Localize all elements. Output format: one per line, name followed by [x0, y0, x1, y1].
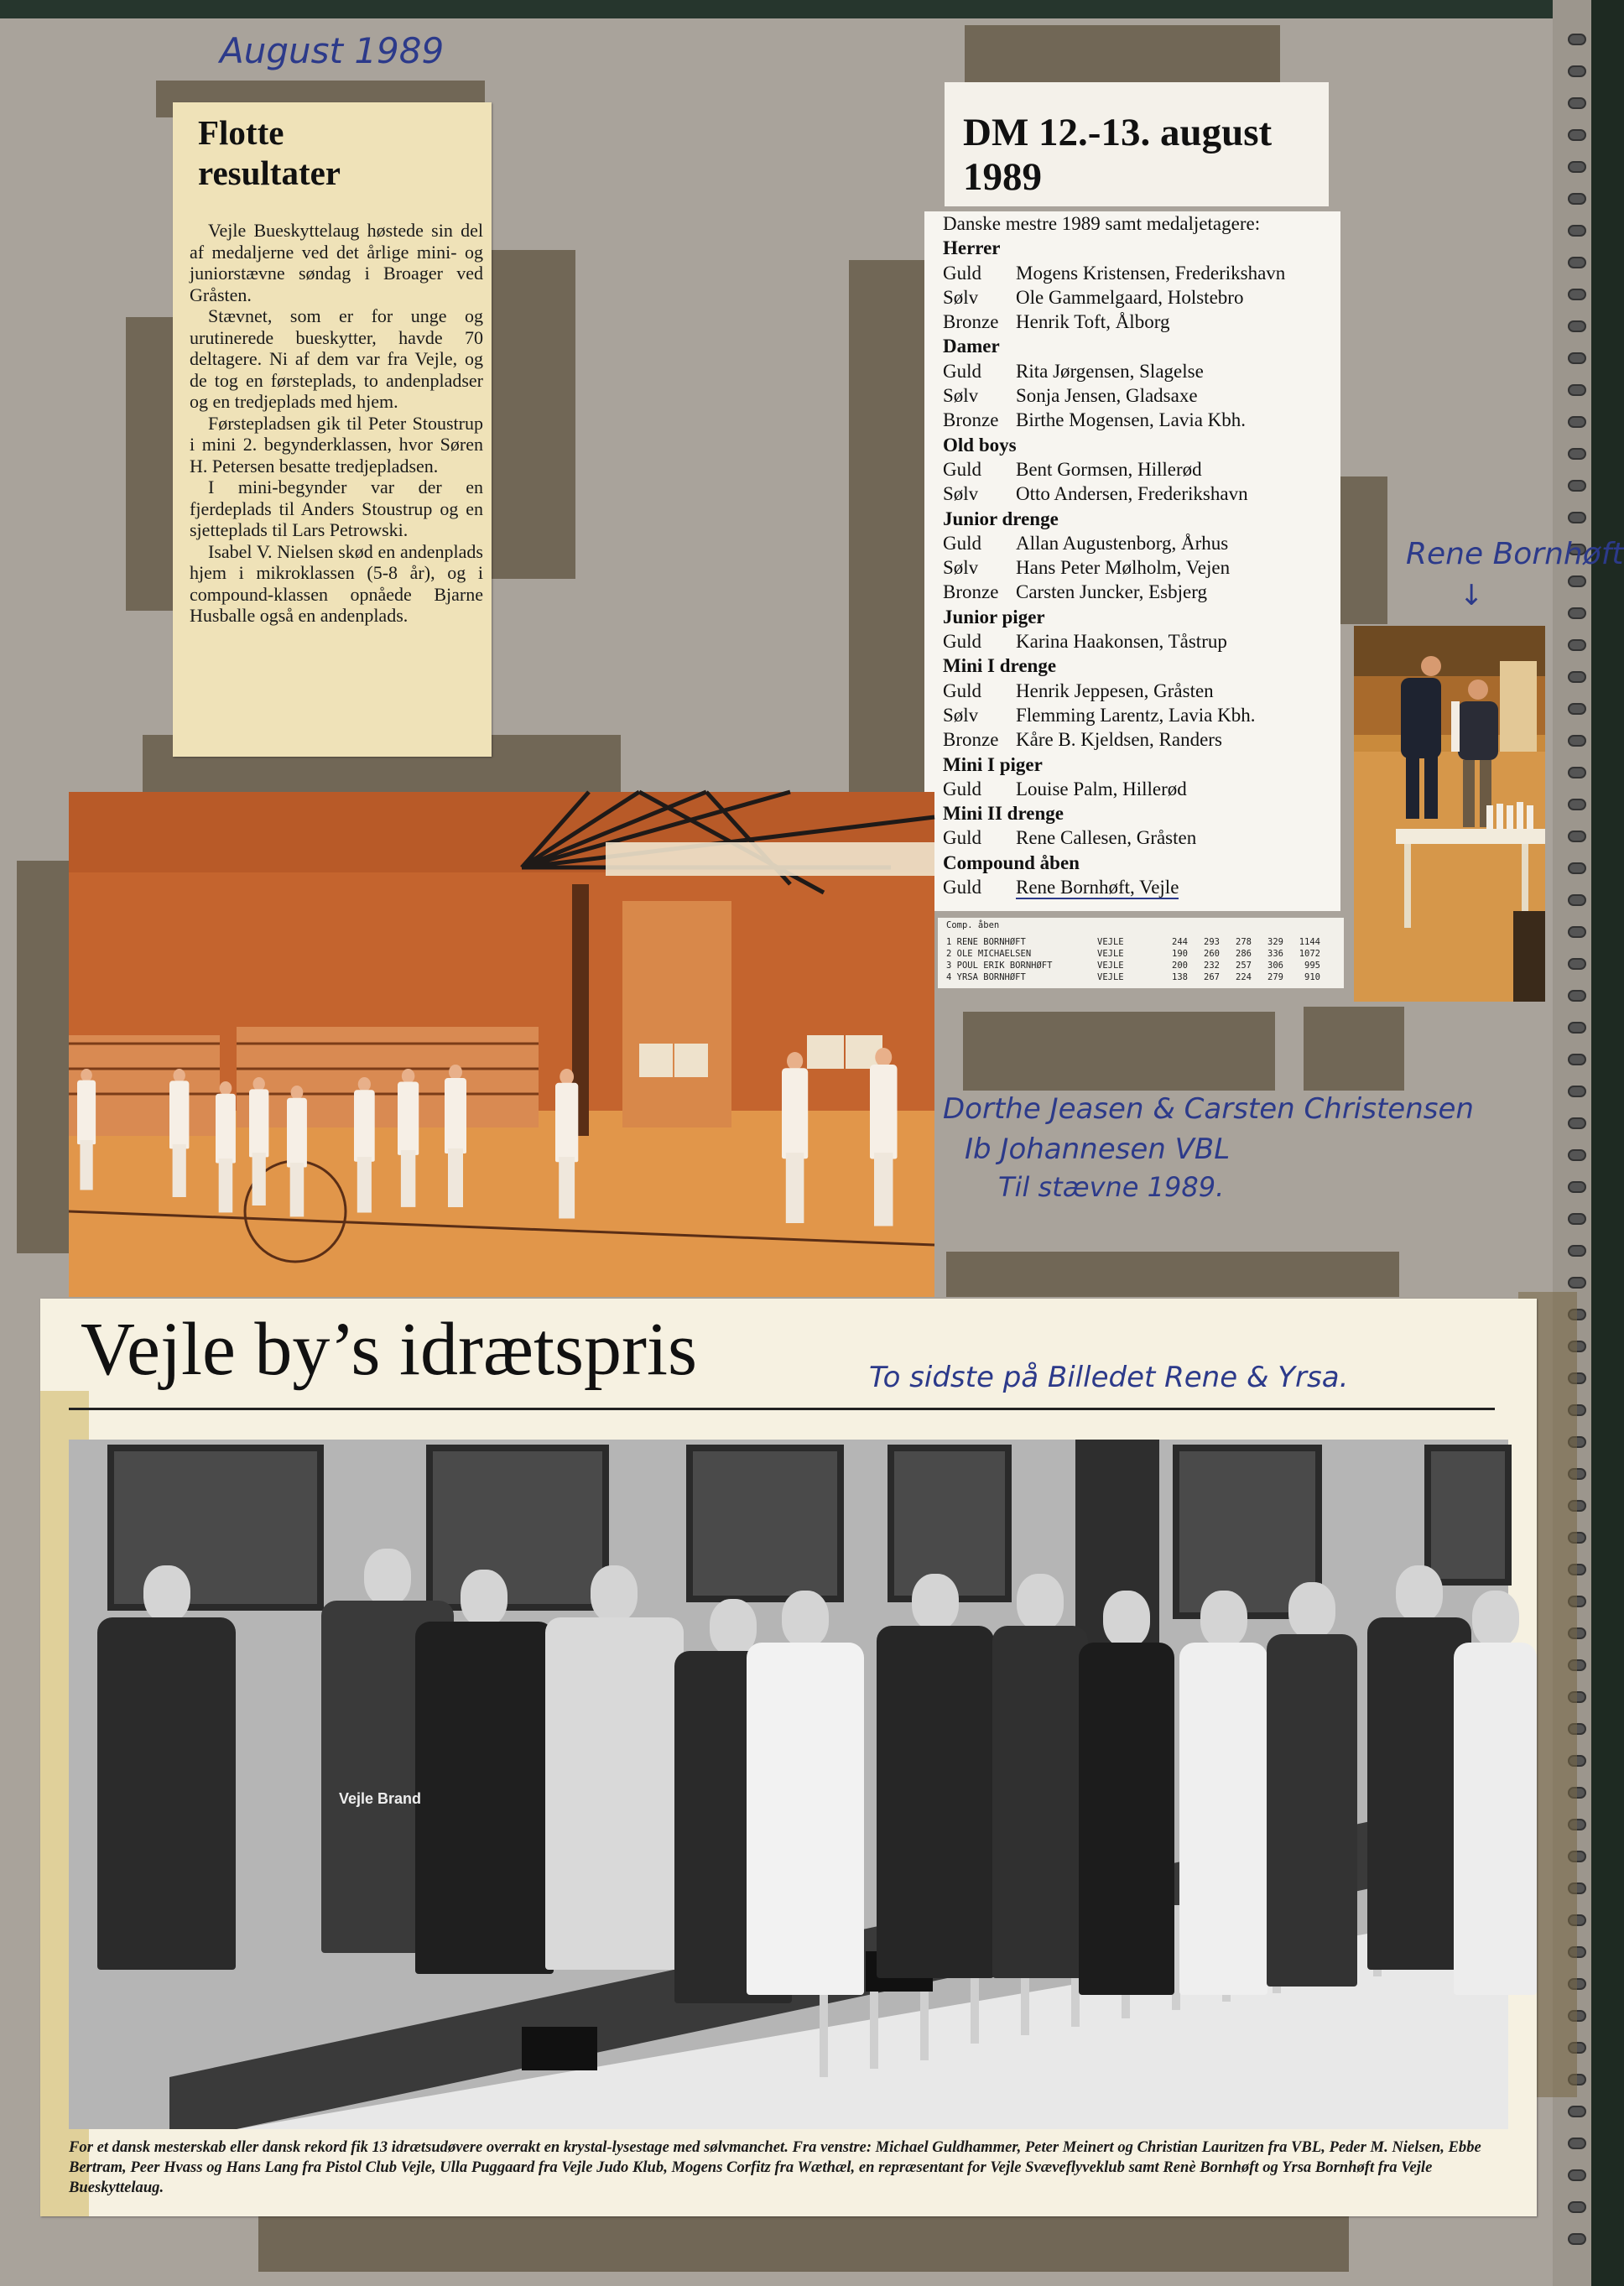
score-cell: 257: [1236, 961, 1252, 971]
dm-category-heading: Mini I drenge: [943, 655, 1057, 677]
binding-ring: [1568, 225, 1586, 237]
dm-winner: Mogens Kristensen, Frederikshavn: [1016, 262, 1286, 284]
binding-ring: [1568, 1245, 1586, 1257]
idraetspris-headline: Vejle by’s idrætspris: [81, 1308, 697, 1391]
binding-ring: [1568, 894, 1586, 906]
dm-winner: Hans Peter Mølholm, Vejen: [1016, 557, 1231, 579]
binding-ring: [1568, 639, 1586, 651]
photo-archery-hall: [69, 792, 934, 1297]
photo-caption: For et dansk mesterskab eller dansk rekord fik 13 idrætsudøvere overrakt en krystal-lysestage med sølvmanchet. Fra venstre: Michael Guldhammer, Peter Meinert og Christian Lauritzen fra VBL, Peder M. Nielsen, Ebbe Bertram, Peer Hvass og Hans Lang fra Pistol Club Vejle, Ulla Puggaard fra Vejle Judo Klub, Mogens Corfitz fra Wæthæl, en repræsentant for Vejle Svæveflyveklub samt Renè Bornhøft og Yrsa Bornhøft fra Vejle Bueskyttelaug.: [69, 2138, 1481, 2196]
dm-winner: Louise Palm, Hillerød: [1016, 778, 1187, 799]
page-top-edge: [0, 0, 1591, 18]
dm-result-row: [943, 875, 1337, 899]
dm-results-body: [943, 211, 1337, 899]
dm-medal: Guld: [943, 360, 981, 382]
score-cell: 1072: [1299, 949, 1320, 959]
score-cell: 995: [1304, 961, 1320, 971]
dm-winner: Karina Haakonsen, Tåstrup: [1016, 631, 1227, 653]
score-cell: 2 OLE MICHAELSEN: [946, 949, 1032, 959]
dm-medal: Sølv: [943, 704, 979, 726]
dm-category-heading: Compound åben: [943, 851, 1080, 873]
score-cell: 244: [1172, 937, 1188, 947]
score-cell: 329: [1267, 937, 1283, 947]
score-cell: 224: [1236, 972, 1252, 982]
binding-ring: [1568, 2233, 1586, 2245]
binding-ring: [1568, 97, 1586, 109]
dm-categories: [943, 236, 1337, 899]
dm-winner: Henrik Jeppesen, Gråsten: [1016, 680, 1214, 701]
score-cell: VEJLE: [1097, 937, 1124, 947]
binding-ring: [1568, 2169, 1586, 2181]
photo-handwritten-caption: Ib Johannesen VBL: [965, 1133, 1231, 1166]
photo-award-ceremony: [69, 1440, 1508, 2129]
tape-strip: [1304, 1007, 1404, 1091]
score-cell: 278: [1236, 937, 1252, 947]
dm-medal: Guld: [943, 631, 981, 653]
score-row: [946, 936, 1340, 948]
score-cell: VEJLE: [1097, 961, 1124, 971]
dm-winner: Bent Gormsen, Hillerød: [1016, 458, 1202, 480]
score-cell: 190: [1172, 949, 1188, 959]
binding-ring: [1568, 1149, 1586, 1161]
dm-medal: Guld: [943, 877, 981, 898]
dm-result-row: [943, 629, 1337, 654]
dm-result-row: [943, 383, 1337, 408]
archery-hall-drawing: [69, 792, 934, 1297]
binding-ring: [1568, 2106, 1586, 2117]
dm-medal: Guld: [943, 680, 981, 701]
score-cell: 306: [1267, 961, 1283, 971]
score-cell: 267: [1204, 972, 1220, 982]
photo-handwritten-caption: Til stævne 1989.: [998, 1171, 1225, 1203]
binding-ring: [1568, 575, 1586, 587]
score-cell: 138: [1172, 972, 1188, 982]
binding-ring: [1568, 416, 1586, 428]
score-cell: 293: [1204, 937, 1220, 947]
handwritten-note: To sidste på Billedet Rene & Yrsa.: [869, 1361, 1349, 1394]
score-cell: 200: [1172, 961, 1188, 971]
score-row: [946, 948, 1340, 960]
binding-ring: [1568, 703, 1586, 715]
dm-category-heading: Junior drenge: [943, 508, 1059, 529]
dm-winner: Rita Jørgensen, Slagelse: [1016, 360, 1204, 382]
binding-ring: [1568, 1117, 1586, 1129]
dm-result-row: [943, 482, 1337, 506]
tape-strip: [488, 250, 575, 579]
dm-winner: Flemming Larentz, Lavia Kbh.: [1016, 704, 1256, 726]
dm-result-row: [943, 285, 1337, 310]
tape-strip: [1335, 476, 1387, 624]
dm-winner: Kåre B. Kjeldsen, Randers: [1016, 729, 1222, 751]
score-table-title: Comp. åben: [946, 920, 1000, 930]
dm-headline: DM 12.-13. august 1989: [963, 111, 1273, 199]
binding-ring: [1568, 2201, 1586, 2213]
arrow-down-icon: ↓: [1460, 579, 1484, 612]
binding-ring: [1568, 448, 1586, 460]
score-cell: 3 POUL ERIK BORNHØFT: [946, 961, 1053, 971]
binding-ring: [1568, 862, 1586, 874]
dm-result-row: [943, 679, 1337, 703]
binding-ring: [1568, 480, 1586, 492]
sweater-print: Vejle Brand: [339, 1790, 422, 1807]
dm-category-heading: Mini I piger: [943, 753, 1043, 775]
headline-rule: [69, 1408, 1495, 1410]
dm-winner: Ole Gammelgaard, Holstebro: [1016, 286, 1244, 308]
score-cell: VEJLE: [1097, 949, 1124, 959]
photo-rene-award: [1354, 626, 1545, 1002]
dm-result-row: [943, 555, 1337, 580]
score-cell: 279: [1267, 972, 1283, 982]
binding-ring: [1568, 161, 1586, 173]
dm-medal: Guld: [943, 458, 981, 480]
dm-result-row: [943, 703, 1337, 727]
newspaper-clipping-flotte: [173, 102, 492, 757]
dm-category-heading: Herrer: [943, 237, 1001, 259]
clipping-paragraph: Stævnet, som er for unge og urutinerede bueskytter, havde 70 deltagere. Ni af dem var fra Vejle, og de tog en førsteplads, to andenpladser og en tredjeplads med hjem.: [190, 305, 483, 412]
score-cell: 286: [1236, 949, 1252, 959]
score-cell: 1 RENE BORNHØFT: [946, 937, 1026, 947]
score-cell: 232: [1204, 961, 1220, 971]
dm-result-row: [943, 408, 1337, 432]
binding-ring: [1568, 129, 1586, 141]
clipping-paragraph: Førstepladsen gik til Peter Stoustrup i mini 2. begynderklassen, hvor Søren H. Petersen besatte tredjepladsen.: [190, 412, 483, 476]
tape-strip: [946, 1252, 1399, 1297]
dm-category-heading: Damer: [943, 336, 1000, 357]
binding-ring: [1568, 2138, 1586, 2149]
score-row: [946, 971, 1340, 983]
binding-ring: [1568, 257, 1586, 268]
dm-medal: Sølv: [943, 286, 979, 308]
score-cell: 1144: [1299, 937, 1320, 947]
binding-ring: [1568, 735, 1586, 747]
score-row: [946, 960, 1340, 971]
score-cell: VEJLE: [1097, 972, 1124, 982]
binding-ring: [1568, 799, 1586, 810]
dm-medal: Sølv: [943, 557, 979, 579]
binding-ring: [1568, 1054, 1586, 1065]
photo-handwritten-caption: Dorthe Jeasen & Carsten Christensen: [943, 1092, 1474, 1126]
tape-strip: [849, 260, 926, 807]
binding-ring: [1568, 1213, 1586, 1225]
dm-winner: Henrik Toft, Ålborg: [1016, 311, 1170, 333]
tape-strip: [17, 861, 69, 1253]
dm-category-heading: Mini II drenge: [943, 803, 1064, 825]
dm-result-row: [943, 457, 1337, 482]
tape-strip: [965, 25, 1280, 86]
binding-ring: [1568, 193, 1586, 205]
binding-ring: [1568, 512, 1586, 523]
dm-medal: Bronze: [943, 729, 999, 751]
handwritten-name: Rene Bornhøft: [1406, 537, 1624, 571]
binding-ring: [1568, 607, 1586, 619]
tape-strip: [963, 1012, 1275, 1091]
binding-ring: [1568, 671, 1586, 683]
dm-result-row: [943, 727, 1337, 752]
dm-winner: Rene Bornhøft, Vejle: [1016, 875, 1179, 899]
dm-results-list: [924, 211, 1340, 911]
binding-ring: [1568, 958, 1586, 970]
dm-medal: Guld: [943, 262, 981, 284]
score-cell: 910: [1304, 972, 1320, 982]
dm-result-row: [943, 580, 1337, 604]
clipping-paragraph: I mini-begynder var der en fjerdeplads til Anders Stoustrup og en sjetteplads til Lars Petrowski.: [190, 476, 483, 540]
binding-ring: [1568, 1181, 1586, 1193]
dm-winner: Rene Callesen, Gråsten: [1016, 827, 1197, 849]
binding-ring: [1568, 320, 1586, 332]
dm-result-row: [943, 310, 1337, 334]
clipping-body: [190, 220, 483, 627]
binding-ring: [1568, 831, 1586, 842]
dm-winner: Birthe Mogensen, Lavia Kbh.: [1016, 409, 1247, 431]
binding-ring: [1568, 384, 1586, 396]
binding-ring: [1568, 990, 1586, 1002]
score-table-rows: [946, 936, 1340, 983]
dm-winner: Sonja Jensen, Gladsaxe: [1016, 385, 1198, 407]
clipping-headline: Flotte resultater: [198, 113, 341, 192]
clipping-paragraph: Isabel V. Nielsen skød en andenplads hjem i mikroklassen (5-8 år), og i compound-klassen opnåede Bjarne Husballe også en andenplads.: [190, 540, 483, 626]
handwritten-date: August 1989: [220, 30, 445, 71]
binding-ring: [1568, 1086, 1586, 1097]
dm-result-row: [943, 825, 1337, 850]
dm-medal: Guld: [943, 778, 981, 799]
clipping-paragraph: Vejle Bueskyttelaug høstede sin del af medaljerne ved det årlige mini- og juniorstævne søndag i Broager ved Gråsten.: [190, 220, 483, 305]
score-cell: 4 YRSA BORNHØFT: [946, 972, 1026, 982]
dm-headline-clipping: [945, 82, 1329, 206]
binding-ring: [1568, 34, 1586, 45]
dm-medal: Sølv: [943, 385, 979, 407]
dm-category-heading: Junior piger: [943, 606, 1045, 627]
dm-result-row: [943, 531, 1337, 555]
binding-ring: [1568, 65, 1586, 77]
photo-rene-award-drawing: [1354, 626, 1545, 1002]
dm-medal: Bronze: [943, 409, 999, 431]
dm-winner: Allan Augustenborg, Århus: [1016, 532, 1229, 554]
dm-result-row: [943, 261, 1337, 285]
dm-result-row: [943, 359, 1337, 383]
score-table-clipping: [938, 918, 1344, 988]
newspaper-clipping-idraetspris: [40, 1299, 1537, 2216]
dm-medal: Bronze: [943, 581, 999, 603]
dm-medal: Sølv: [943, 483, 979, 505]
binding-ring: [1568, 352, 1586, 364]
score-cell: 336: [1267, 949, 1283, 959]
binding-ring: [1568, 767, 1586, 778]
tape-strip: [258, 2211, 1349, 2272]
dm-medal: Guld: [943, 532, 981, 554]
dm-medal: Guld: [943, 827, 981, 849]
dm-category-heading: Old boys: [943, 434, 1017, 456]
dm-winner: Otto Andersen, Frederikshavn: [1016, 483, 1248, 505]
binding-ring: [1568, 1277, 1586, 1289]
binding-ring: [1568, 289, 1586, 300]
dm-winner: Carsten Juncker, Esbjerg: [1016, 581, 1207, 603]
binding-ring: [1568, 926, 1586, 938]
dm-intro: Danske mestre 1989 samt medaljetagere:: [943, 213, 1261, 234]
binding-ring: [1568, 1022, 1586, 1034]
score-cell: 260: [1204, 949, 1220, 959]
dm-result-row: [943, 777, 1337, 801]
dm-medal: Bronze: [943, 311, 999, 333]
